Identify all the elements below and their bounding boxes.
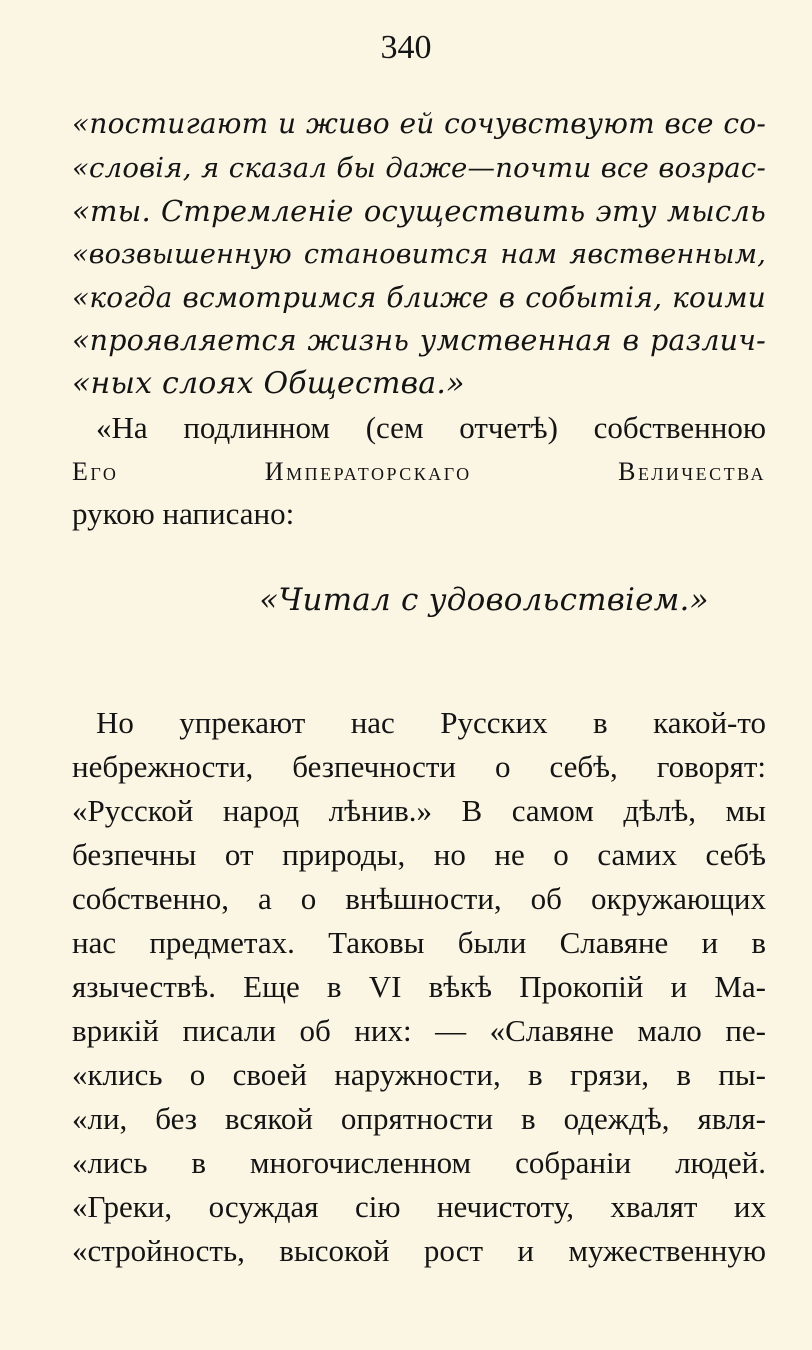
paragraph-line-10: «ли, без всякой опрятности в одеждѣ, явля- — [72, 1101, 766, 1136]
paragraph-line-11: «лись в многочисленном собраніи людей. — [72, 1145, 766, 1180]
paragraph-line-2: небрежности, безпечности о себѣ, говорят: — [72, 749, 766, 784]
paragraph-line-8: врикій писали об них: — «Славяне мало пе- — [72, 1013, 766, 1048]
note-line-1: «На подлинном (сем отчетѣ) собственною — [96, 410, 766, 445]
paragraph-line-13: «стройность, высокой рост и мужественную — [72, 1233, 766, 1268]
paragraph-line-9: «клись о своей наружности, в грязи, в пы- — [72, 1057, 766, 1092]
quote-line-5: «когда всмотримся ближе в событія, коими — [72, 281, 766, 314]
paragraph-line-5: собственно, а о внѣшности, об окружающих — [72, 881, 766, 916]
note-line-2-imperial-title: Его Императорскаго Величества — [72, 457, 766, 486]
quote-line-1: «постигают и живо ей сочувствуют все со- — [72, 107, 766, 140]
note-line-3: рукою написано: — [72, 496, 295, 531]
paragraph-line-12: «Греки, осуждая сію нечистоту, хвалят их — [72, 1189, 766, 1224]
quote-line-2: «словія, я сказал бы даже—почти все возрас- — [72, 152, 766, 184]
quote-line-4: «возвышенную становится нам явственным, — [72, 239, 766, 270]
paragraph-line-1: Но упрекают нас Русских в какой-то — [96, 705, 766, 740]
page-number: 340 — [380, 29, 432, 66]
imperial-resolution: «Читал с удовольствіем.» — [259, 582, 709, 618]
paragraph-line-6: нас предметах. Таковы были Славяне и в — [72, 925, 766, 960]
quote-line-6: «проявляется жизнь умственная в различ- — [72, 324, 766, 357]
paragraph-line-7: язычествѣ. Еще в VI вѣкѣ Прокопій и Ма- — [72, 969, 766, 1004]
paragraph-line-4: безпечны от природы, но не о самих себѣ — [72, 837, 766, 872]
quote-line-3: «ты. Стремленіе осуществить эту мысль — [72, 194, 766, 228]
quote-line-7: «ных слоях Общества.» — [72, 366, 465, 401]
paragraph-line-3: «Русской народ лѣнив.» В самом дѣлѣ, мы — [72, 793, 766, 828]
